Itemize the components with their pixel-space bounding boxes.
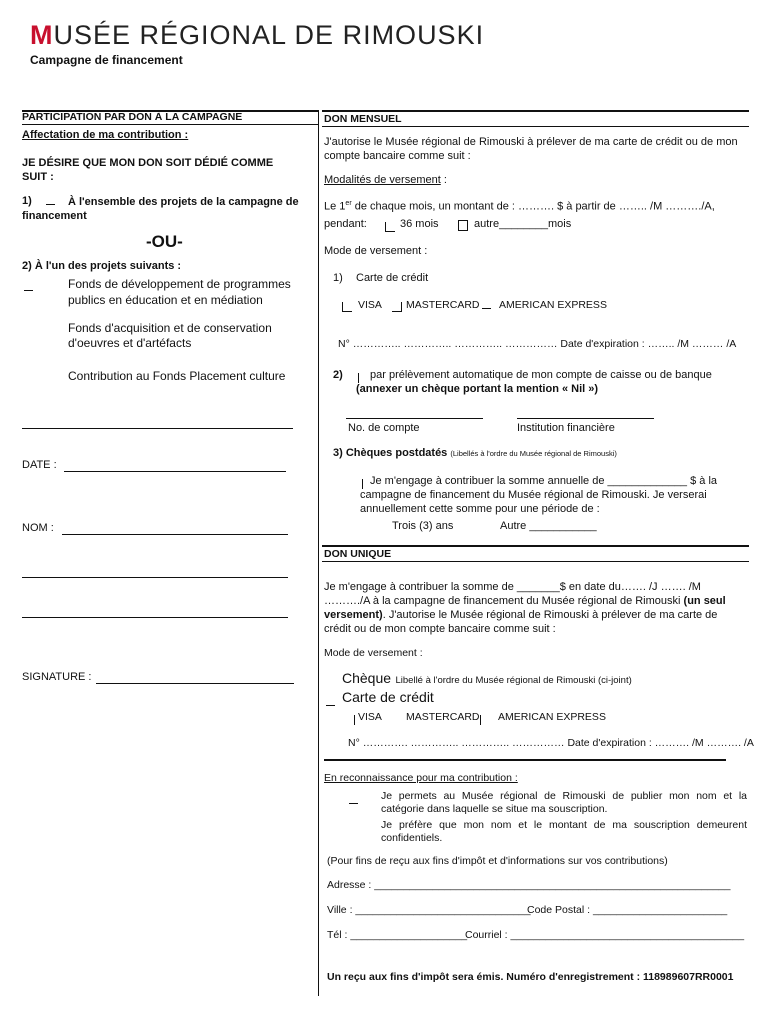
publish-checkbox[interactable] [349, 793, 358, 811]
unique-visa-label: VISA [358, 711, 382, 723]
preleve-number: 2) [333, 369, 343, 381]
36-months-label: 36 mois [400, 218, 439, 230]
publish-text: Je permets au Musée régional de Rimouski de publier mon nom et la catégorie dans laquelle se situe ma souscription. [381, 790, 747, 815]
monthly-top-rule [322, 110, 749, 112]
autre-periode-option[interactable]: Autre ___________ [500, 520, 597, 532]
monthly-authorize: J'autorise le Musée régional de Rimouski à prélever de ma carte de crédit ou de mon compte bancaire comme suit : [324, 136, 738, 162]
unique-amex-label: AMERICAN EXPRESS [498, 711, 606, 723]
page-subtitle: Campagne de financement [30, 53, 183, 67]
unique-engage-text: Je m'engage à contribuer la somme de _______$ en date du……. /J ……. /M ………./A à la campagne de financement du Musée régional de Rimouski (un seul versement). J'autorise le Musée régional de Rimouski à prélever de ma carte de crédit ou de mon compte bancaire comme suit : [324, 581, 726, 635]
trois-ans-option[interactable]: Trois (3) ans [392, 520, 454, 532]
mastercard-label: MASTERCARD [406, 299, 480, 311]
monthly-title-rule [322, 126, 749, 127]
recognition-title: En reconnaissance pour ma contribution : [324, 772, 518, 784]
courriel-field[interactable]: Courriel : ________________________________________ [465, 929, 745, 941]
nom-label: NOM : [22, 522, 54, 534]
autre-months-label[interactable]: autre________mois [474, 218, 572, 230]
option1-number: 1) [22, 195, 32, 207]
project1-text: Fonds de développement de programmes publics en éducation et en médiation [68, 277, 291, 307]
unique-top-rule [322, 545, 749, 547]
left-section-title: PARTICIPATION PAR DON À LA CAMPAGNE [22, 111, 243, 123]
amex-checkbox[interactable] [482, 298, 491, 316]
cc-number: 1) [333, 272, 343, 284]
confidential-text: Je préfère que mon nom et le montant de ma souscription demeurent confidentiels. [381, 819, 747, 844]
blank-line-2[interactable] [22, 577, 288, 578]
institution-field[interactable] [517, 418, 654, 419]
ou-separator: -OU- [146, 232, 183, 251]
modalites-label: Modalités de versement : [324, 174, 447, 186]
signature-field[interactable] [96, 683, 294, 684]
blank-line-3[interactable] [22, 617, 288, 618]
code-postal-field[interactable]: Code Postal : _______________________ [527, 904, 728, 916]
mode-versement-label: Mode de versement : [324, 245, 428, 257]
visa-checkbox[interactable] [342, 298, 352, 316]
carte-checkbox[interactable] [326, 695, 335, 713]
engage-annual-text: Je m'engage à contribuer la somme annuelle de _____________ $ à la campagne de financement du Musée régional de Rimouski. Je verserai annuellement cette somme pour une période de : [360, 475, 718, 515]
unique-title: DON UNIQUE [324, 548, 392, 560]
autre-months-checkbox[interactable] [458, 217, 468, 235]
account-no-field[interactable] [346, 418, 483, 419]
preleve-text: par prélèvement automatique de mon compte de caisse ou de banque [370, 369, 712, 381]
footer-receipt-note: Un reçu aux fins d'impôt sera émis. Numéro d'enregistrement : 118989607RR0001 [327, 971, 734, 983]
option1-text: À l'ensemble des projets de la campagne de financement [22, 196, 299, 222]
amex-label: AMERICAN EXPRESS [499, 299, 607, 311]
museum-logo [30, 20, 484, 51]
nom-field[interactable] [62, 534, 288, 535]
tax-note: (Pour fins de reçu aux fins d'impôt et d'informations sur vos contributions) [327, 855, 668, 867]
date-field[interactable] [64, 471, 286, 472]
project3-text: Contribution au Fonds Placement culture [68, 369, 286, 383]
project2-text: Fonds d'acquisition et de conservation d'oeuvres et d'artéfacts [68, 321, 272, 350]
cc-label: Carte de crédit [356, 272, 429, 284]
36-months-checkbox[interactable] [385, 218, 395, 236]
affectation-label: Affectation de ma contribution : [22, 129, 189, 141]
tel-field[interactable]: Tél : ____________________ [327, 929, 468, 941]
monthly-amount-line[interactable]: Le 1er de chaque mois, un montant de : ………. $ à partir de …….. /M ………./A, [324, 200, 715, 213]
monthly-title: DON MENSUEL [324, 113, 402, 125]
carte-label: Carte de crédit [342, 689, 434, 705]
preleve-note: (annexer un chèque portant la mention « Nil ») [356, 383, 599, 395]
signature-label: SIGNATURE : [22, 671, 92, 683]
unique-title-rule [322, 561, 749, 562]
adresse-field[interactable]: Adresse : _____________________________________________________________ [327, 879, 731, 891]
mastercard-checkbox[interactable] [392, 298, 402, 316]
institution-label: Institution financière [517, 422, 615, 434]
left-title-rule [22, 124, 318, 125]
unique-mastercard-checkbox[interactable] [480, 711, 481, 729]
pendant-label: pendant: [324, 218, 367, 230]
unique-mastercard-label: MASTERCARD [406, 711, 480, 723]
desire-label: JE DÉSIRE QUE MON DON SOIT DÉDIÉ COMME SUIT : [22, 157, 274, 183]
option2-label: 2) À l'un des projets suivants : [22, 260, 182, 272]
logo-first-letter: M [30, 20, 54, 50]
account-no-label: No. de compte [348, 422, 420, 434]
date-label: DATE : [22, 459, 57, 471]
unique-card-number[interactable]: N° …………. ………….. ………….. …………… Date d'expiration : ………. /M ………. /A [348, 737, 754, 749]
cheque-option[interactable]: Chèque Libellé à l'ordre du Musée régional de Rimouski (ci-joint) [342, 670, 632, 686]
ville-field[interactable]: Ville : ______________________________ [327, 904, 531, 916]
unique-mode-label: Mode de versement : [324, 647, 423, 659]
monthly-card-number[interactable]: N° ………….. ………….. ………….. …………… Date d'expiration : …….. /M ……… /A [338, 338, 737, 350]
logo-text: USÉE RÉGIONAL DE RIMOUSKI [53, 20, 485, 50]
unique-bottom-rule [324, 759, 726, 761]
blank-line-1[interactable] [22, 428, 293, 429]
cheques-label: 3) Chèques postdatés (Libellés à l'ordre du Musée régional de Rimouski) [333, 447, 617, 459]
unique-visa-checkbox[interactable] [354, 711, 355, 729]
visa-label: VISA [358, 299, 382, 311]
column-divider [318, 110, 319, 996]
project1-checkbox[interactable] [24, 280, 33, 298]
